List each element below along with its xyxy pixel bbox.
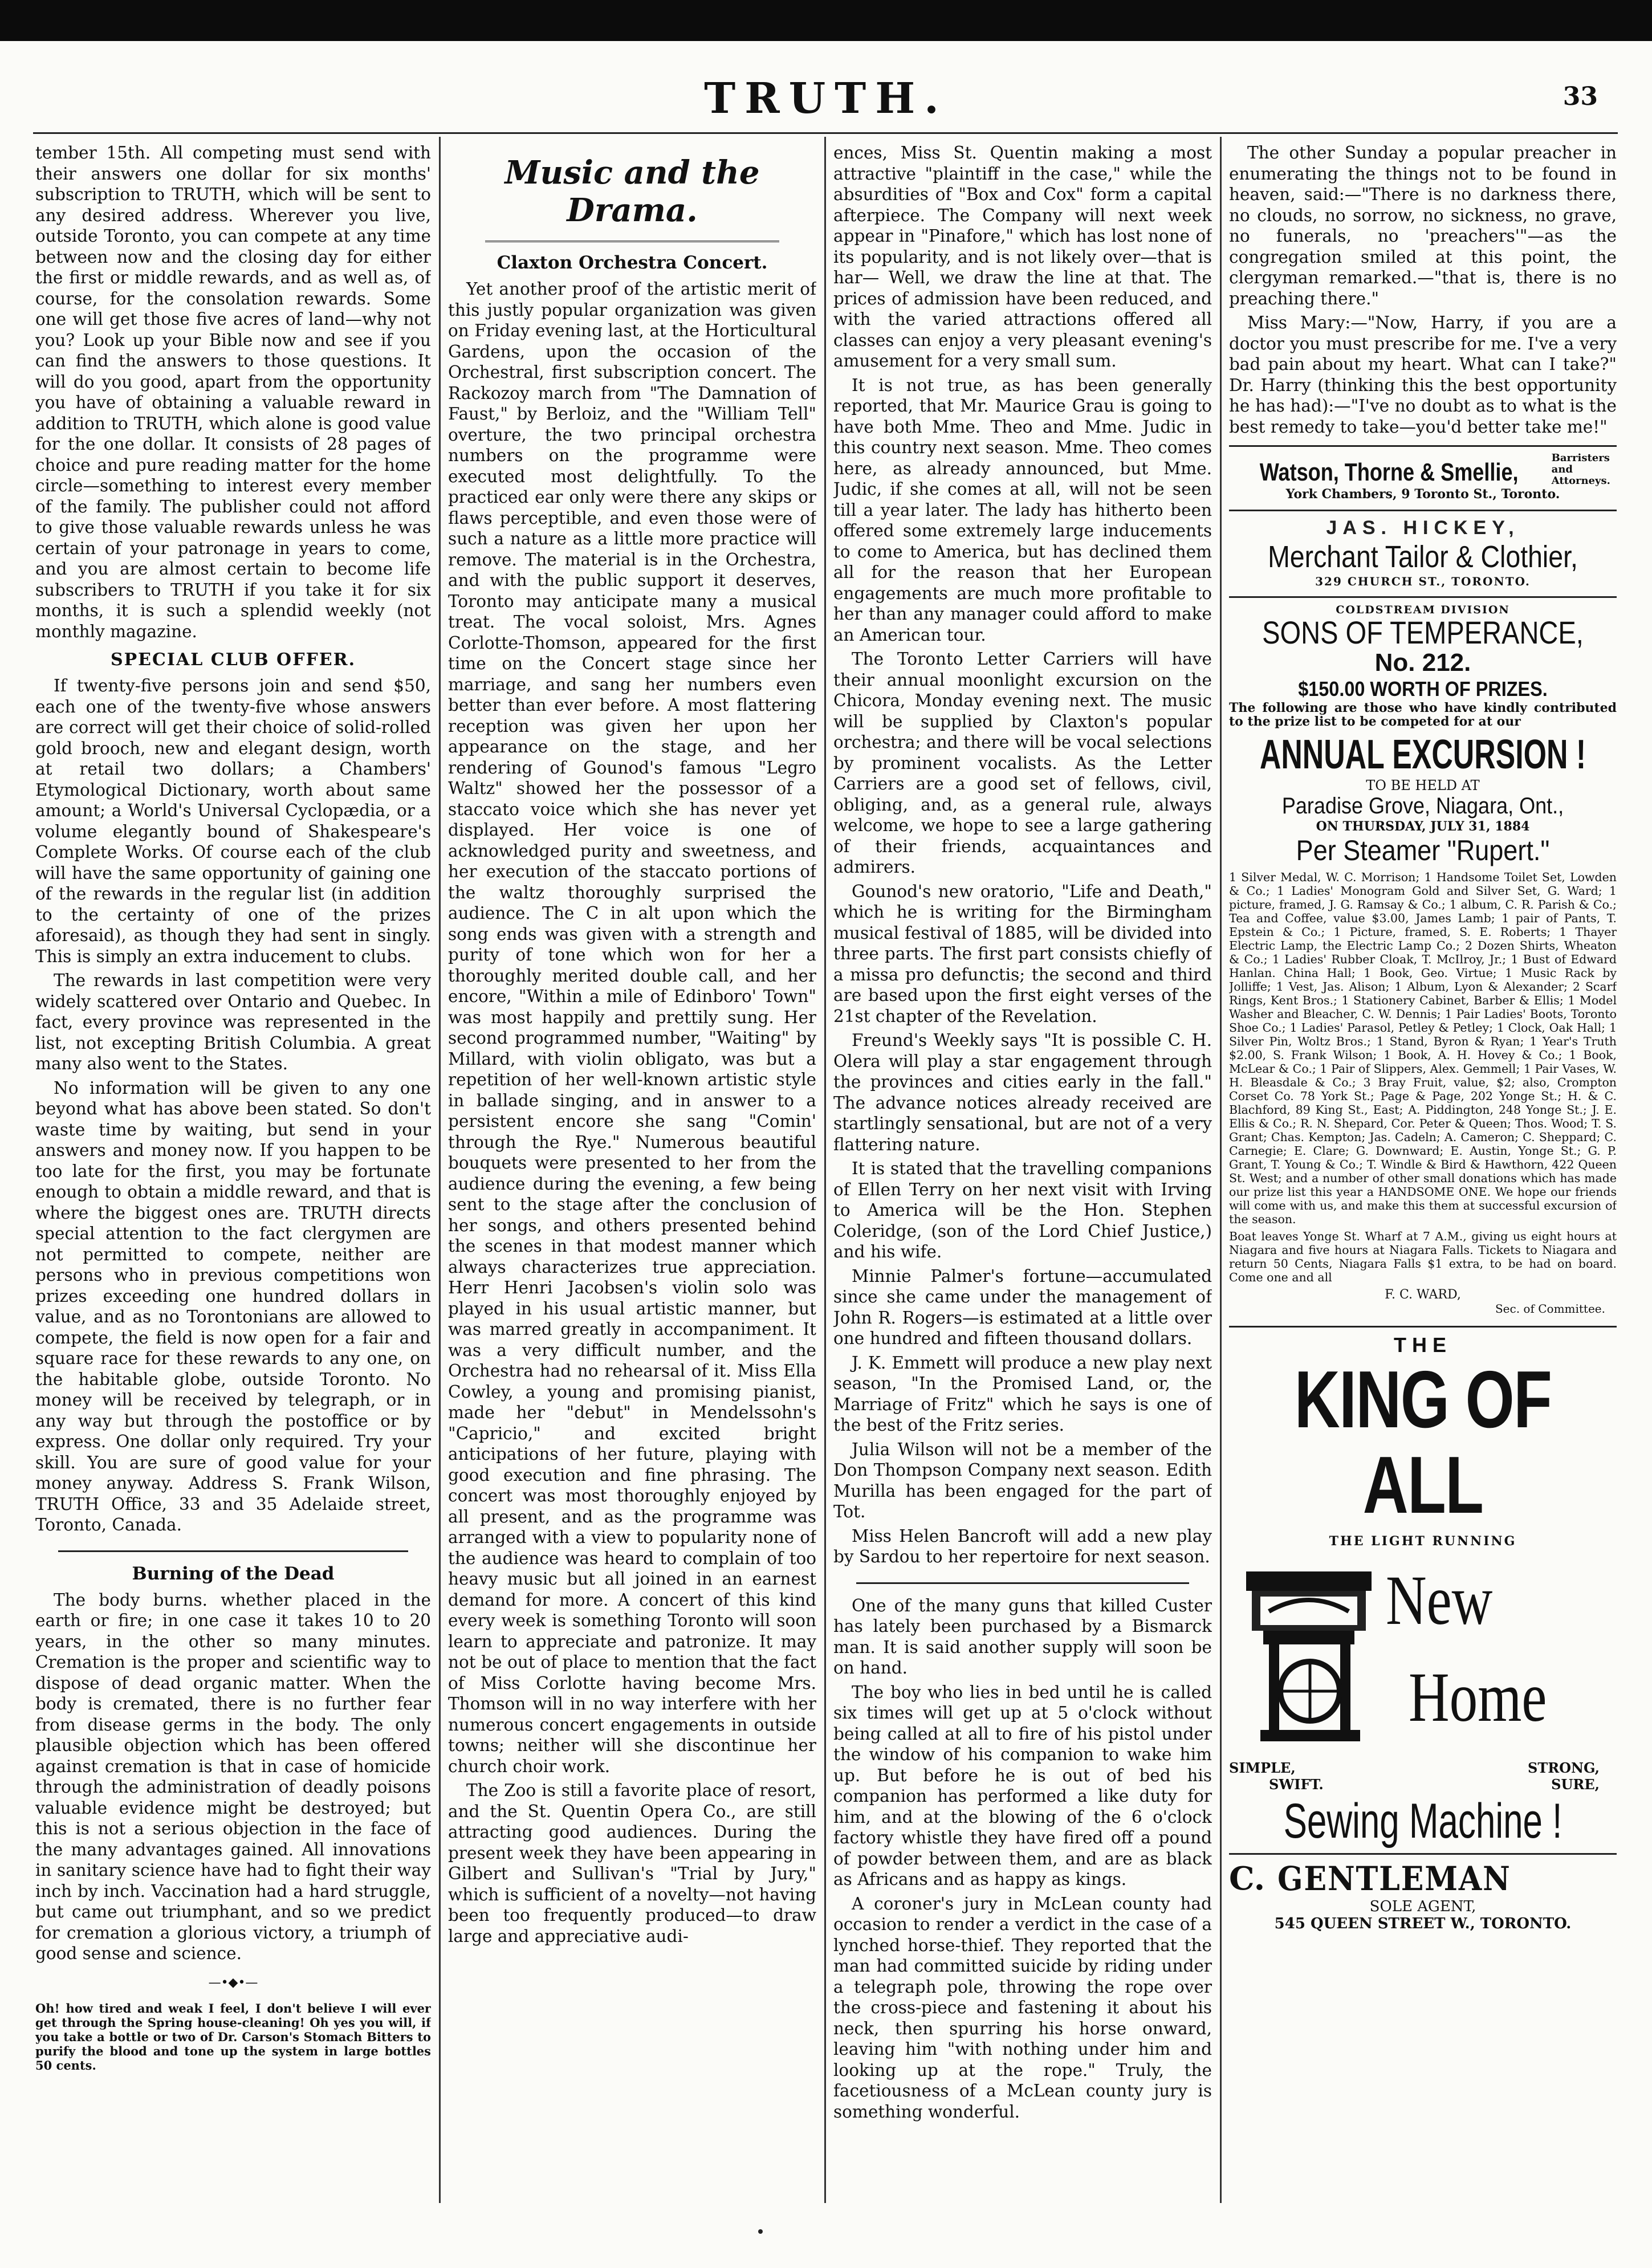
- sons-title: SONS OF TEMPERANCE,: [1262, 614, 1584, 650]
- column-2: [448, 142, 816, 2206]
- top-black-border: [0, 0, 1652, 41]
- steamer-name: Per Steamer "Rupert.": [1296, 834, 1550, 866]
- agent-block: [1229, 1853, 1617, 1898]
- column-4-advertisements: [1229, 142, 1617, 2206]
- agent-address: 545 QUEEN STREET W., TORONTO.: [1274, 1915, 1572, 1932]
- firm-address: York Chambers, 9 Toronto St., Toronto.: [1285, 487, 1560, 502]
- division-name: COLDSTREAM DIVISION: [1336, 604, 1510, 616]
- print-speck: [758, 2229, 763, 2234]
- paragraph: A coroner's jury in McLean county had occasion to render a verdict in the case of a lynched horse-thief. They reported that the man had committed suicide by riding under a telegraph pole, throwing the rope over the cross-piece and fastening it about his neck, then spurring his horse onward, leaving him "with nothing under him and looking up at the rope." Truly, the facetiousness of a McLean county jury is something wonderful.: [833, 1894, 1212, 2122]
- paragraph: The boy who lies in bed until he is called six times will get up at 5 o'clock without being called at all to fire of his pistol under the window of his companion to wake him up. But before he is out of bed his companion has performed a like duty for him, and at the blowing of the 6 o'clock factory whistle they have fired off a pound of powder between them, and are as black as Africans and as happy as kings.: [833, 1682, 1212, 1889]
- sewing-machine-illustration: [1229, 1549, 1617, 1760]
- masthead: [0, 74, 1652, 125]
- paragraph: Miss Helen Bancroft will add a new play by Sardou to her repertoire for next season.: [833, 1526, 1212, 1566]
- section-separator: [58, 1550, 408, 1552]
- sewing-machine-title: Sewing Machine !: [1283, 1794, 1563, 1848]
- prizes-headline: $150.00 WORTH OF PRIZES.: [1298, 677, 1548, 701]
- paragraph: The body burns. whether placed in the earth or fire; in one case it takes 10 to 20 years, in the other so many minutes. Cremation is the proper and scientific way to dispose of dead organic matter. When the body is cremated, there is no further fear from disease germs in the body. The only plausible objection which has been offered against cremation is that in case of homicide through the administration of deadly poisons valuable evidence might be destroyed; but this is not a serious objection in the face of the many advantages gained. All innovations in sanitary science have had to fight their way inch by inch. Vaccination had a hard struggle, but came out triumphant, and so we predict for cremation a glorious victory, a triumph of good sense and science.: [35, 1590, 431, 1963]
- feature-swift: SWIFT.: [1269, 1776, 1324, 1793]
- paragraph: Miss Mary:—"Now, Harry, if you are a doctor you must prescribe for me. I've a very bad pain about my heart. What can I take?" Dr. Harry (thinking this the best opportunity he has had):—"I've no doubt as to what is the best remedy to take—you'd better take me!": [1229, 313, 1617, 437]
- column-3: [833, 142, 1212, 2206]
- annual-excursion-title: ANNUAL EXCURSION !: [1259, 732, 1586, 777]
- paragraph: Gounod's new oratorio, "Life and Death," which he is writing for the Birmingham musical festival of 1885, will be divided into three parts. The first part consists chiefly of a missa pro defunctis; the second and third are based upon the first eight verses of the 21st chapter of the Revelation.: [833, 881, 1212, 1026]
- title-underline: [485, 233, 780, 242]
- column-divider: [1220, 137, 1222, 2203]
- sewing-machine-icon: [1229, 1549, 1400, 1754]
- column-1: [35, 142, 431, 2206]
- prizes-note: The following are those who have kindly contributed to the prize list to be competed for at our: [1229, 701, 1617, 729]
- burning-of-dead-heading: Burning of the Dead: [132, 1563, 335, 1584]
- division-number: No. 212.: [1374, 649, 1471, 677]
- feature-simple: SIMPLE,: [1229, 1760, 1296, 1776]
- special-club-offer-heading: SPECIAL CLUB OFFER.: [110, 650, 356, 670]
- column-divider: [824, 137, 826, 2203]
- hickey-tailor-ad: [1229, 510, 1617, 588]
- event-date: ON THURSDAY, JULY 31, 1884: [1316, 819, 1530, 834]
- king-of-all-headline: KING OF ALL: [1294, 1354, 1552, 1530]
- newspaper-title: TRUTH.: [704, 74, 948, 123]
- firm-name: Watson, Thorne & Smellie,: [1260, 458, 1519, 486]
- brand-home: Home: [1409, 1658, 1547, 1736]
- paragraph: It is not true, as has been generally reported, that Mr. Maurice Grau is going to have both Mme. Theo and Mme. Judic in this country next season. Mme. Theo comes here, as already announced, but Mme. Judic, if she comes at all, will not be seen till a year later. The lady has hitherto been offered some extremely large inducements to come to America, but has declined them all for the reason that her European engagements are much more profitable to her than any manager could afford to make an American tour.: [833, 375, 1212, 645]
- tailor-name: JAS. HICKEY,: [1229, 517, 1617, 539]
- competition-intro: tember 15th. All competing must send with their answers one dollar for six months' subscription to TRUTH, which will be sent to any desired address. Wherever you live, outside Toronto, you can compete at any time between now and the closing day for either the first or middle rewards, and as well as, of course, for the consolation rewards. Some one will get those five acres of land—why not you? Look up your Bible now and see if you can find the answers to those questions. It will do you good, apart from the opportunity you have of obtaining a valuable reward in addition to TRUTH, which alone is good value for the one dollar. It consists of 28 pages of choice and pure reading matter for the home circle—something to interest every member of the family. The publisher could not afford to give those valuable rewards unless he was certain of your patronage in years to come, and you are almost certain to become life subscribers to TRUTH if you take it for six months, it is such a splendid weekly (not monthly magazine.: [35, 143, 431, 641]
- feature-strong: STRONG,: [1528, 1760, 1600, 1776]
- prize-list: 1 Silver Medal, W. C. Morrison; 1 Handsome Toilet Set, Lowden & Co.; 1 Ladies' Monogram Gold and Silver Set, G. Ward; 1 picture, framed, J. G. Ramsay & Co.; 1 album, C. R. Parish & Co.; Tea and Coffee, value $3.00, James Lamb; 1 pair of Pants, T. Epstein & Co.; 1 Picture, framed, S. E. Roberts; 1 Thayer Electric Lamp, the Electric Lamp Co.; 2 Dozen Shirts, Wheaton & Co.; 1 Ladies' Rubber Cloak, T. McIlroy, Jr.; 1 Bust of Edward Hanlan. China Hall; 1 Book, Geo. Virtue; 1 Music Rack by Jolliffe; 1 Vest, Jas. Alison; 1 Album, Lyon & Alexander; 2 Scarf Rings, Kent Bros.; 1 Stationery Cabinet, Barber & Ellis; 1 Model Washer and Bleacher, C. W. Dennis; 1 Pair Ladies' Boots, Toronto Shoe Co.; 1 Ladies' Parasol, Petley & Petley; 1 Clock, Oak Hall; 1 Silver Pin, Woltz Bros.; 1 Stand, Byron & Ryan; 1 Year's Truth $2.00, S. Frank Wilson; 1 Book, A. H. Hovey & Co.; 1 Book, McLear & Co.; 1 Pair of Slippers, Alex. Gemmell; 1 Pair Vases, W. H. Bleasdale & Co.; 3 Bray Fruit, value, $2; also, Crompton Corset Co. 78 York St.; Page & Page, 202 Yonge St.; H. & C. Blachford, 89 King St., East; A. Piddington, 248 Yonge St.; J. E. Ellis & Co.; R. N. Shepard, Cor. Peter & Queen; Thos. Wood; T. S. Grant; Chas. Kempton; Jas. Cadeln; A. Cameron; C. Sheppard; C. Carnegie; E. Clare; G. Downward; E. Austin, Yonge St.; G. P. Grant, T. Young & Co.; T. Windle & Bird & Hawthorn, 422 Queen St. West; and a number of other small donations which has made our prize list this year a HANDSOME ONE. We hope our friends will come with us, and make this them at successful excursion of the season.: [1229, 870, 1617, 1226]
- signer-title: Sec. of Committee.: [1495, 1302, 1605, 1316]
- feature-sure: SURE,: [1551, 1776, 1600, 1793]
- music-and-drama-title: Music and the Drama.: [504, 154, 760, 229]
- boat-schedule: Boat leaves Yonge St. Wharf at 7 A.M., giving us eight hours at Niagara and five hours at Niagara Falls. Tickets to Niagara and return 50 Cents, Niagara Falls $1 extra, to be had on board. Come one and all: [1229, 1229, 1617, 1284]
- ornamental-separator: —•◆•—: [208, 1975, 258, 1990]
- section-separator: [856, 1582, 1189, 1584]
- light-running: THE LIGHT RUNNING: [1329, 1534, 1517, 1549]
- ad-the: THE: [1394, 1333, 1452, 1357]
- paragraph: No information will be given to any one beyond what has above been stated. So don't waste time by waiting, but send in your answers and money now. If you happen to be too late for the first, you may be fortunate enough to obtain a middle reward, and that is where the biggest ones are. TRUTH directs special attention to the fact clergymen are not permitted to compete, neither are persons who in previous competitions won prizes exceeding one hundred dollars in value, and as no Torontonians are allowed to compete, the field is now open for a fair and square race for these rewards to any one, on the habitable globe, outside Toronto. No money will be received by telegraph, or in any way but through the postoffice or by express. One dollar only required. Try your skill. You are sure of good value for your money anyway. Address S. Frank Wilson, TRUTH Office, 33 and 35 Adelaide street, Toronto, Canada.: [35, 1078, 431, 1534]
- agent-initial: C.: [1229, 1860, 1266, 1898]
- agent-name: GENTLEMAN: [1277, 1859, 1511, 1898]
- watson-thorne-smellie-ad: [1229, 445, 1617, 502]
- venue: Paradise Grove, Niagara, Ont.,: [1281, 793, 1564, 819]
- paragraph: Freund's Weekly says "It is possible C. H. Olera will play a star engagement through the provinces and cities early in the fall." The advance notices already received are startlingly sensational, but are not of a very flattering nature.: [833, 1031, 1212, 1154]
- paragraph: It is stated that the travelling companions of Ellen Terry on her next visit with Irving to America will be the Hon. Stephen Coleridge, (son of the Lord Chief Justice,) and his wife.: [833, 1159, 1212, 1261]
- features-row-1: [1229, 1760, 1617, 1776]
- paragraph: If twenty-five persons join and send $50, each one of the twenty-five whose answers are correct will get their choice of solid-rolled gold brooch, new and elegant design, worth at retail two dollars; a Chambers' Etymological Dictionary, worth about same amount; a World's Universal Cyclopædia, or a volume elegantly bound of Shakespeare's Complete Works. Of course each of the club will have the same opportunity of gaining one of the rewards in the regular list (in addition to the certainty of one of the prizes aforesaid), as though they had sent in singly. This is simply an extra inducement to clubs.: [35, 676, 431, 966]
- paragraph: The other Sunday a popular preacher in enumerating the things not to be found in heaven, said:—"There is no darkness there, no clouds, no sorrow, no sickness, no grave, no funerals, no 'preachers'"—as the congregation smiled at this point, the clergyman remarked.—"that is, there is no preaching there.": [1229, 143, 1617, 308]
- sons-of-temperance-ad: [1229, 596, 1617, 1316]
- held-at: TO BE HELD AT: [1366, 777, 1480, 793]
- column-divider: [439, 137, 441, 2203]
- bitters-advertisement: Oh! how tired and weak I feel, I don't believe I will ever get through the Spring house-cleaning! Oh yes you will, if you take a bottle or two of Dr. Carson's Stomach Bitters to purify the blood and tone up the system in large bottles 50 cents.: [35, 2001, 431, 2072]
- paragraph: Yet another proof of the artistic merit of this justly popular organization was given on Friday evening last, at the Horticultural Gardens, upon the occasion of the Orchestral, first subscription concert. The Rackozoy march from "The Damnation of Faust," by Berloiz, and the "William Tell" overture, the two principal orchestra numbers on the programme were executed most delightfully. To the practiced ear only were there any skips or flaws perceptible, and even those were of such a nature as a little more practice will remove. The material is in the Orchestra, and with the public support it deserves, Toronto may anticipate many a musical treat. The vocal soloist, Mrs. Agnes Corlotte-Thomson, appeared for the first time on the Concert stage since her marriage, and sang her numbers even better than ever before. A most flattering reception was given her upon her appearance on the stage, and her rendering of Gounod's famous "Legro Waltz" showed her the possessor of a staccato voice which she has never yet displayed. Her voice is one of acknowledged purity and sweetness, and her execution of the staccato portions of the waltz thoroughly surprised the audience. The C in alt upon which the song ends was given with a strength and purity of tone which won for her a thoroughly merited double call, and her encore, "Within a mile of Edinboro' Town" was most happily and prettily sung. Her second programmed number, "Waiting" by Millard, with violin obligato, was but a repetition of her well-known artistic style in ballade singing, and in answer to a persistent encore she sang "Comin' through the Rye." Numerous beautiful bouquets were presented to her from the audience during the evening, a few being sent to the stage after the conclusion of her songs, and others presented behind the scenes in that modest manner which always characterizes true appreciation. Herr Henri Jacobsen's violin solo was played in his usual artistic manner, but was marred greatly in accompaniment. It was a very difficult number, and the Orchestra had no rehearsal of it. Miss Ella Cowley, a young and promising pianist, made her "debut" in Mendelssohn's "Capricio," and excited bright anticipations of her future, playing with good execution and fine phrasing. The concert was most thoroughly enjoyed by all present, and as the programme was arranged with a view to popularity none of the audience was heard to complain of too heavy music but all joined in an earnest demand for more. A concert of this kind every week is something Toronto will soon learn to appreciate and patronize. It may not be out of place to mention that the fact of Miss Corlotte having become Mrs. Thomson will in no way interfere with her numerous concert engagements in outside towns; neither will she discontinue her church choir work.: [448, 279, 816, 1776]
- paragraph: The Zoo is still a favorite place of resort, and the St. Quentin Opera Co., are still attracting good audiences. During the present week they have been appearing in Gilbert and Sullivan's "Trial by Jury," which is sufficient of a novelty—not having been too frequently produced—to draw large and appreciative audi-: [448, 1781, 816, 1946]
- firm-title: Barristers and Attorneys.: [1551, 452, 1610, 487]
- agent-role: SOLE AGENT,: [1369, 1898, 1476, 1915]
- paragraph: The rewards in last competition were very widely scattered over Ontario and Quebec. In fact, every province was represented in the list, not excepting British Columbia. A great many also went to the States.: [35, 971, 431, 1073]
- paragraph: Minnie Palmer's fortune—accumulated since she came under the management of John R. Rogers—is estimated at a little over one hundred and fifteen thousand dollars.: [833, 1266, 1212, 1348]
- paragraph: J. K. Emmett will produce a new play next season, "In the Promised Land, or, the Marriage of Fritz" which he says is one of the best of the Fritz series.: [833, 1353, 1212, 1435]
- signer: F. C. WARD,: [1385, 1288, 1461, 1302]
- paragraph: Julia Wilson will not be a member of the Don Thompson Company next season. Edith Murilla has been engaged for the part of Tot.: [833, 1439, 1212, 1521]
- new-home-sewing-machine-ad: [1229, 1326, 1617, 1932]
- paragraph: One of the many guns that killed Custer has lately been purchased by a Bismarck man. It is said another supply will soon be on hand.: [833, 1595, 1212, 1677]
- tailor-trade: Merchant Tailor & Clothier,: [1268, 540, 1578, 574]
- page-number: 33: [1563, 82, 1598, 111]
- brand-new: New: [1386, 1561, 1493, 1639]
- paragraph: ences, Miss St. Quentin making a most attractive "plaintiff in the case," while the absurdities of "Box and Cox" form a capital afterpiece. The Company will next week appear in "Pinafore," which has lost none of its popularity, and is not likely over—that is har— Well, we draw the line at that. The prices of admission have been reduced, and with the varied attractions offered all classes can enjoy a very pleasant evening's amusement for a very small sum.: [833, 143, 1212, 370]
- tailor-address: 329 CHURCH ST., TORONTO.: [1315, 575, 1531, 588]
- features-row-2: [1229, 1776, 1617, 1793]
- masthead-rule: [33, 132, 1618, 134]
- claxton-concert-heading: Claxton Orchestra Concert.: [497, 253, 768, 273]
- paragraph: The Toronto Letter Carriers will have their annual moonlight excursion on the Chicora, Monday evening next. The music will be supplied by Claxton's popular orchestra; and there will be vocal selections by prominent vocalists. As the Letter Carriers are a good set of fellows, civil, obliging, and, as a general rule, always welcome, we hope to see a large gathering of their friends, acquaintances and admirers.: [833, 649, 1212, 877]
